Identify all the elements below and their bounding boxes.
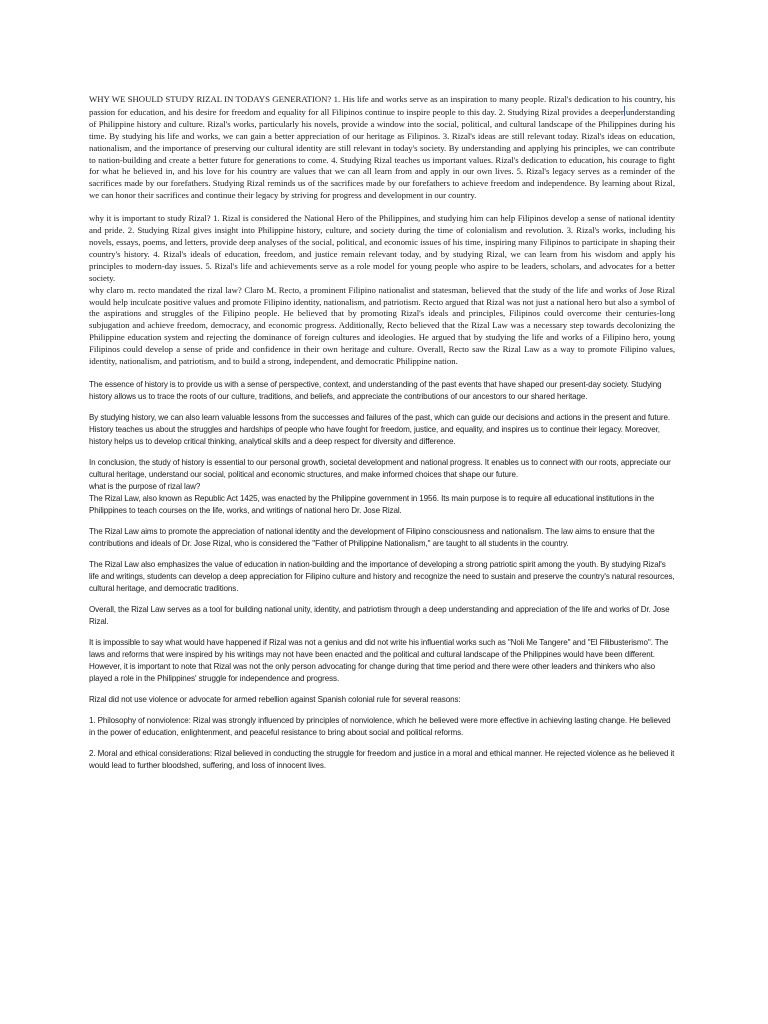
paragraph-if-rizal-not-genius[interactable]: It is impossible to say what would have happened if Rizal was not a genius and did not write his influential works such as "Noli Me Tangere" and "El Filibusterismo". The laws and reforms that were inspired by his writings may not have been enacted and the political and cultural landscape of the Philippines would have been different. However, it is important to note that Rizal was not the only person advocating for change during that time period and there were other leaders and thinkers who also played a role in the Philippines' struggle for independence and progress. [89,637,669,683]
paragraph-conclusion-history[interactable]: In conclusion, the study of history is essential to our personal growth, societal development and national progress. It enables us to connect with our roots, appreciate our cultural heritage, understand our social, political and economic structures, and make informed choices that shape our future. [89,457,671,479]
list-item-nonviolence[interactable]: 1. Philosophy of nonviolence: Rizal was strongly influenced by principles of nonviolence, which he believed were more effective in achieving lasting change. He believed in the power of education, enlightenment, and peaceful resistance to bring about social and political reforms. [89,715,671,737]
question-purpose-rizal-law[interactable]: what is the purpose of rizal law? [89,481,201,491]
paragraph-rizal-law-aims[interactable]: The Rizal Law aims to promote the appreciation of national identity and the development of Filipino consciousness and nationalism. The law aims to ensure that the contributions and ideals of Dr. Jose Rizal, who is considered the "Father of Philippine Nationalism," are taught to all students in the country. [89,526,655,548]
paragraph-why-study-rizal[interactable] [89,94,675,202]
paragraph-rizal-law-overall[interactable]: Overall, the Rizal Law serves as a tool for building national unity, identity, and patriotism through a deep understanding and appreciation of the life and works of Dr. Jose Rizal. [89,604,670,626]
paragraph-essence-of-history[interactable]: The essence of history is to provide us with a sense of perspective, context, and understanding of the past events that have shaped our present-day society. Studying history allows us to trace the roots of our culture, traditions, and beliefs, and appreciate the contributions of our ancestors to our shared heritage. [89,379,662,401]
paragraph-importance-of-rizal[interactable]: why it is important to study Rizal? 1. Rizal is considered the National Hero of the Philippines, and studying him can help Filipinos develop a sense of national identity and pride. 2. Studying Rizal gives insight into Philippine history, culture, and society during the time of colonialism and revolution. 3. Rizal's works, including his novels, essays, poems, and letters, provide deep analyses of the social, political, and economic issues of his time, inspiring many Filipinos to participate in shaping their country's history. 4. Rizal's ideals of education, freedom, and justice remain relevant today, and by studying Rizal, we can learn from his wisdom and apply his principles to modern-day issues. 5. Rizal's life and achievements serve as a role model for young people who aspire to be leaders, scholars, and advocates for a better society. [89,213,675,283]
paragraph-rizal-law-definition[interactable]: The Rizal Law, also known as Republic Act 1425, was enacted by the Philippine government in 1956. Its main purpose is to require all educational institutions in the Philippines to teach courses on the life, works, and writings of national hero Dr. Jose Rizal. [89,493,655,515]
paragraph-text-part-1: WHY WE SHOULD STUDY RIZAL IN TODAYS GENERATION? 1. His life and works serve as an inspiration to many people. Rizal's dedication to his country, his passion for education, and his desire for freedom and equality for all Filipinos continue to inspire people to this day. 2. Studying Rizal provides a deeper [89,94,675,117]
paragraph-no-violence-intro[interactable]: Rizal did not use violence or advocate for armed rebellion against Spanish colonial rule for several reasons: [89,694,461,704]
paragraph-recto-rizal-law[interactable]: why claro m. recto mandated the rizal law? Claro M. Recto, a prominent Filipino nationalist and statesman, believed that the study of the life and works of Jose Rizal would help inculcate positive values and promote Filipino identity, nationalism, and patriotism. Recto argued that Rizal was not just a national hero but also a symbol of the aspirations and struggles of the Filipino people. He believed that by promoting Rizal's ideals and principles, Filipinos could overcome their centuries-long subjugation and achieve freedom, democracy, and economic progress. Additionally, Recto believed that the Rizal Law was a necessary step towards decolonizing the Philippine education system and rejecting the dominance of foreign cultures and ideologies. He argued that by studying the life and works of a Filipino hero, young Filipinos could develop a sense of pride and confidence in their own heritage and culture. Overall, Recto saw the Rizal Law as a way to promote Filipino values, identity, nationalism, and patriotism, and to build a strong, independent, and democratic Philippine nation. [89,284,675,367]
paragraph-lessons-from-history[interactable]: By studying history, we can also learn valuable lessons from the successes and failures of the past, which can guide our decisions and actions in the present and future. History teaches us about the struggles and hardships of people who have fought for freedom, justice, and equality, and inspires us to continue their legacy. Moreover, history helps us to develop critical thinking, analytical skills and a deep respect for diversity and difference. [89,412,670,446]
paragraph-text-part-2: understanding of Philippine history and culture. Rizal's works, particularly his novels, provide a window into the social, political, and cultural landscape of the Philippines during his time. By studying his life and works, we can gain a better appreciation of our heritage as Filipinos. 3. Rizal's ideas are still relevant today. Rizal's ideas on education, nationalism, and the importance of preserving our cultural identity are still relevant in today's society. By understanding and applying his principles, we can contribute to nation-building and create a better future for generations to come. 4. Studying Rizal teaches us important values. Rizal's dedication to education, his courage to fight for what he believed in, and his love for his country are values that we can all learn from and apply in our own lives. 5. Rizal's legacy serves as a reminder of the sacrifices made by our forefathers. Studying Rizal reminds us of the sacrifices made by our forefathers to achieve freedom and independence. By learning about Rizal, we can honor their sacrifices and continue their legacy by striving for progress and development in our country. [89,106,675,201]
document-page [89,94,675,772]
paragraph-rizal-law-education[interactable]: The Rizal Law also emphasizes the value of education in nation-building and the importance of developing a strong patriotic spirit among the youth. By studying Rizal's life and writings, students can develop a deep appreciation for Filipino culture and history and recognize the need to sustain and preserve the country's natural resources, cultural heritage, and democratic traditions. [89,559,675,593]
list-item-moral-ethical[interactable]: 2. Moral and ethical considerations: Rizal believed in conducting the struggle for freedom and justice in a moral and ethical manner. He rejected violence as he believed it would lead to further bloodshed, suffering, and loss of innocent lives. [89,748,675,770]
